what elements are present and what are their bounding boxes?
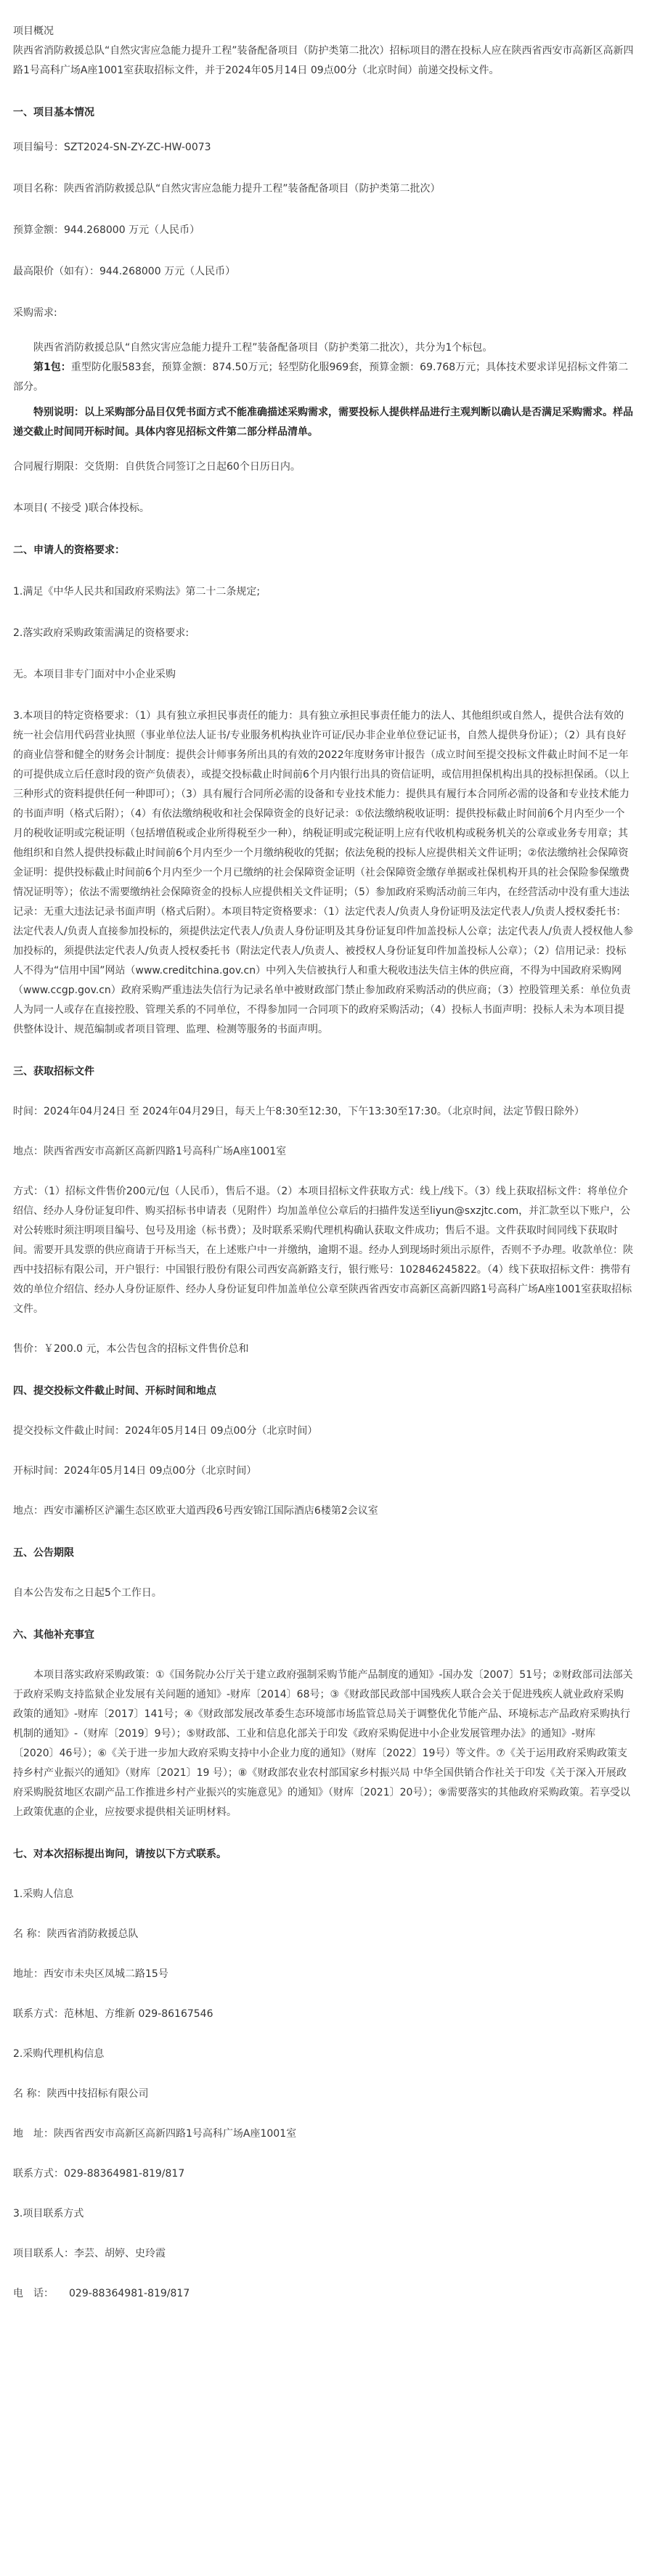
document-sale-method: 方式：（1）招标文件售价200元/包（人民币），售后不退。（2）本项目招标文件获取方式：线上/线下。（3）线上获取招标文件：将单位介绍信、经办人身份证复印件、购买招标书申请表（见附件）均加盖单位公章后的扫描件发送至liyun@sxzjtc.com，并汇款至以下账户，公对公转账时须注明项目编号、包号及用途（标书费）；及时联系采购代理机构确认获取文件成功；售后不退。文件获取时间同线下获取时间。需要开具发票的供应商请于开标当天，在上述账户中一并缴纳，逾期不退。经办人到现场时须出示原件，否则不予办理。收款单位：陕西中技招标有限公司，开户银行：中国银行股份有限公司西安高新路支行，银行账号：102846245822。（4）线下获取招标文件：携带有效的单位介绍信、经办人身份证原件、经办人身份证复印件加盖单位公章至陕西省西安市高新区高新四路1号高科广场A座1001室获取招标文件。: [13, 1186, 633, 1315]
agent-info-title: 2.采购代理机构信息: [13, 2048, 105, 2060]
section-1-heading: 一、项目基本情况: [13, 107, 94, 118]
procurement-requirement-label: 采购需求:: [13, 307, 57, 319]
project-name: 项目名称：陕西省消防救援总队“自然灾害应急能力提升工程”装备配备项目（防护类第二批次）: [13, 183, 441, 195]
document-sale-time: 时间：2024年04月24日 至 2024年04月29日，每天上午8:30至12:30，下午13:30至17:30。（北京时间，法定节假日除外）: [13, 1106, 584, 1117]
qualification-1: 1.满足《中华人民共和国政府采购法》第二十二条规定;: [13, 586, 261, 598]
package-1-requirement: [13, 358, 634, 397]
overview-title: 项目概况: [13, 25, 54, 37]
section-5-heading: 五、公告期限: [13, 1547, 74, 1559]
section-4-heading: 四、提交投标文件截止时间、开标时间和地点: [13, 1385, 216, 1397]
consortium-note: 本项目( 不接受 )联合体投标。: [13, 502, 150, 514]
section-3-heading: 三、获取招标文件: [13, 1066, 94, 1077]
announcement-period: 自本公告发布之日起5个工作日。: [13, 1587, 162, 1599]
buyer-name: 名 称：陕西省消防救援总队: [13, 1928, 139, 1940]
max-price: 最高限价（如有）：944.268000 万元（人民币）: [13, 266, 236, 277]
package-1-label: 第1包：: [33, 362, 71, 373]
buyer-contact: 联系方式：范林旭、方维新 029-86167546: [13, 2008, 213, 2020]
supplementary-matters: 本项目落实政府采购政策：①《国务院办公厅关于建立政府强制采购节能产品制度的通知》-国办发〔2007〕51号；②财政部司法部关于政府采购支持监狱企业发展有关问题的通知》-财库〔2014〕68号；③《财政部民政部中国残疾人联合会关于促进残疾人就业政府采购政策的通知》-财库〔2017〕141号；④《财政部发展改革委生态环境部市场监管总局关于调整优化节能产品、环境标志产品政府采购执行机制的通知》-（财库〔2019〕9号）；⑤财政部、工业和信息化部关于印发《政府采购促进中小企业发展管理办法》的通知》-财库〔2020〕46号）；⑥《关于进一步加大政府采购支持中小企业力度的通知》（财库〔2022〕19号）等文件。⑦《关于运用政府采购政策支持乡村产业振兴的通知》（财库〔2021〕19 号）；⑧《财政部农业农村部国家乡村振兴局 中华全国供销合作社关于印发《关于深入开展政府采购脱贫地区农副产品工作推进乡村产业振兴的实施意见》的通知》（财库〔2021〕20号）；⑨需要落实的其他政府采购政策。若享受以上政策优惠的企业，应按要求提供相关证明材料。: [13, 1669, 633, 1818]
section-6-heading: 六、其他补充事宜: [13, 1629, 94, 1641]
buyer-info-title: 1.采购人信息: [13, 1888, 74, 1900]
section-2-heading: 二、申请人的资格要求：: [13, 545, 125, 556]
project-contact-phone: 电 话： 029-88364981-819/817: [13, 2288, 190, 2299]
document-price: 售价：￥200.0 元，本公告包含的招标文件售价总和: [13, 1343, 249, 1355]
project-number: 项目编号：SZT2024-SN-ZY-ZC-HW-0073: [13, 142, 211, 153]
document-sale-place: 地点：陕西省西安市高新区高新四路1号高科广场A座1001室: [13, 1146, 287, 1157]
section-7-heading: 七、对本次招标提出询问，请按以下方式联系。: [13, 1849, 227, 1860]
special-notes: 特别说明：以上采购部分品目仅凭书面方式不能准确描述采购需求，需要投标人提供样品进行主观判断以确认是否满足采购需求。样品递交截止时间同开标时间。具体内容见招标文件第二部分样品清单。: [13, 407, 633, 438]
qualification-2-value: 无。本项目非专门面对中小企业采购: [13, 669, 176, 680]
agent-contact: 联系方式：029-88364981-819/817: [13, 2168, 185, 2180]
procurement-requirement-text: 陕西省消防救援总队“自然灾害应急能力提升工程”装备配备项目（防护类第二批次），共分为1个标包。: [33, 342, 493, 354]
contract-period: 合同履行期限：交货期：自供货合同签订之日起60个日历日内。: [13, 461, 301, 473]
budget-amount: 预算金额：944.268000 万元（人民币）: [13, 224, 200, 236]
agent-name: 名 称：陕西中技招标有限公司: [13, 2088, 149, 2100]
qualification-3: 3.本项目的特定资格要求：（1）具有独立承担民事责任的能力：具有独立承担民事责任能力的法人、其他组织或自然人，提供合法有效的统一社会信用代码营业执照（事业单位法人证书/专业服务机构执业许可证/民办非企业单位登记证书，自然人提供身份证）；（2）具有良好的商业信誉和健全的财务会计制度：提供会计师事务所出具的有效的2022年度财务审计报告（成立时间至提交投标文件截止时间不足一年的可提供成立后任意时段的资产负债表），或提交投标截止时间前6个月内银行出具的资信证明，或信用担保机构出具的投标担保函。（以上三种形式的资料提供任何一种即可）；（3）具有履行合同所必需的设备和专业技术能力：提供具有履行本合同所必需的设备和专业技术能力的书面声明（格式后附）；（4）有依法缴纳税收和社会保障资金的良好记录：①依法缴纳税收证明：提供投标截止时间前6个月内至少一个月的税收证明或完税证明（包括增值税或企业所得税至少一种），纳税证明或完税证明上应有代收机构或税务机关的公章或业务专用章；其他组织和自然人提供投标截止时间前6个月内至少一个月缴纳税收的凭据；依法免税的投标人应提供相关文件证明；②依法缴纳社会保障资金证明：提供投标截止时间前6个月内至少一个月已缴纳的社会保障资金证明（社会保障资金缴存单据或社保机构开具的社会保险参保缴费情况证明等）；依法不需要缴纳社会保障资金的投标人应提供相关文件证明；（5）参加政府采购活动前三年内，在经营活动中没有重大违法记录：无重大违法记录书面声明（格式后附）。本项目特定资格要求：（1）法定代表人/负责人身份证明及法定代表人/负责人授权委托书：法定代表人/负责人直接参加投标的，须提供法定代表人/负责人身份证明及其身份证复印件加盖投标人公章；法定代表人/负责人授权他人参加投标的，须提供法定代表人/负责人授权委托书（附法定代表人/负责人、被授权人身份证复印件加盖投标人公章）；（2）信用记录：投标人不得为“信用中国”网站（www.creditchina.gov.cn）中列入失信被执行人和重大税收违法失信主体的供应商，不得为中国政府采购网（www.ccgp.gov.cn）政府采购严重违法失信行为记录名单中被财政部门禁止参加政府采购活动的供应商；（3）控股管理关系：单位负责人为同一人或存在直接控股、管理关系的不同单位，不得参加同一合同项下的政府采购活动；（4）投标人书面声明：投标人未为本项目提供整体设计、规范编制或者项目管理、监理、检测等服务的书面声明。: [13, 710, 634, 1035]
project-contact-title: 3.项目联系方式: [13, 2208, 84, 2220]
package-1-detail: 重型防化服583套，预算金额：874.50万元；轻型防化服969套，预算金额：69.768万元；具体技术要求详见招标文件第二部分。: [13, 362, 629, 393]
agent-address: 地 址：陕西省西安市高新区高新四路1号高科广场A座1001室: [13, 2128, 297, 2140]
buyer-address: 地址：西安市未央区凤城二路15号: [13, 1968, 168, 1980]
bid-opening-place: 地点：西安市灞桥区浐灞生态区欧亚大道西段6号西安锦江国际酒店6楼第2会议室: [13, 1505, 378, 1517]
qualification-2: 2.落实政府采购政策需满足的资格要求:: [13, 627, 190, 639]
submission-deadline: 提交投标文件截止时间：2024年05月14日 09点00分（北京时间）: [13, 1425, 318, 1437]
bid-opening-time: 开标时间：2024年05月14日 09点00分（北京时间）: [13, 1465, 257, 1477]
project-contact-people: 项目联系人：李芸、胡婷、史玲霞: [13, 2248, 166, 2259]
overview-text: 陕西省消防救援总队“自然灾害应急能力提升工程”装备配备项目（防护类第二批次）招标项目的潜在投标人应在陕西省西安市高新区高新四路1号高科广场A座1001室获取招标文件，并于2024年05月14日 09点00分（北京时间）前递交投标文件。: [13, 45, 634, 76]
